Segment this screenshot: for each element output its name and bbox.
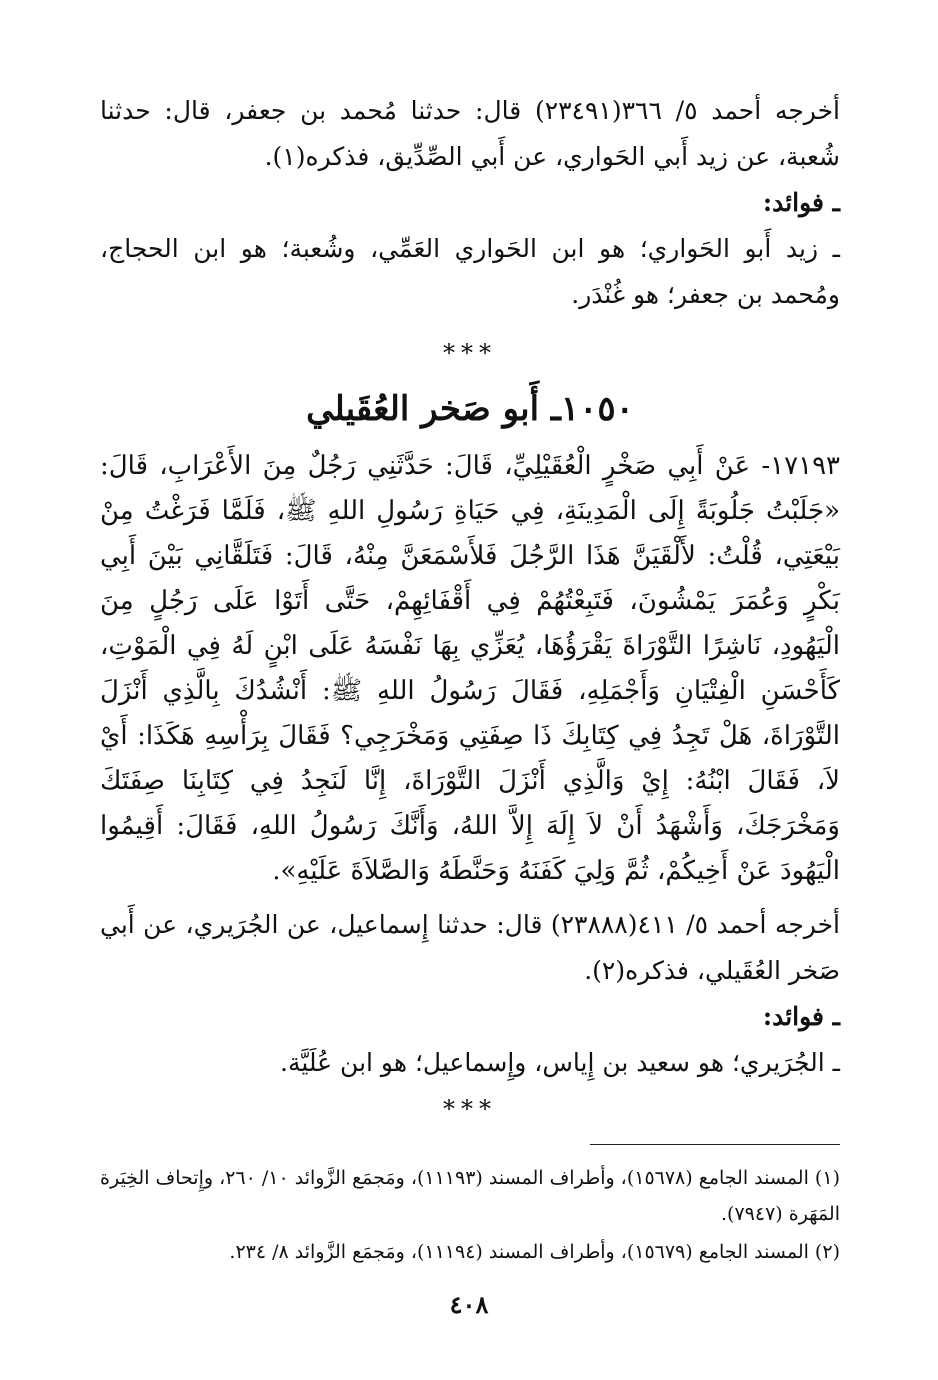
page-number: ٤٠٨ <box>449 1290 489 1319</box>
footnote-divider <box>590 1144 840 1145</box>
hadith-text: ١٧١٩٣- عَنْ أَبِي صَخْرٍ الْعُقَيْلِيِّ، قَالَ: حَدَّثَنِي رَجُلٌ مِنَ الأَعْرَابِ، قَالَ: «جَلَبْتُ جَلُوبَةً إِلَى الْمَدِينَةِ، فِي حَيَاةِ رَسُولِ اللهِ ﷺ، فَلَمَّا فَرَغْتُ مِنْ بَيْعَتِي، قُلْتُ: لأَلْقَيَنَّ هَذَا الرَّجُلَ فَلأَسْمَعَنَّ مِنْهُ، قَالَ: فَتَلَقَّانِي بَيْنَ أَبِي بَكْرٍ وَعُمَرَ يَمْشُونَ، فَتَبِعْتُهُمْ فِي أَقْفَائِهِمْ، حَتَّى أَتَوْا عَلَى رَجُلٍ مِنَ الْيَهُودِ، نَاشِرًا التَّوْرَاةَ يَقْرَؤُهَا، يُعَزِّي بِهَا نَفْسَهُ عَلَى ابْنٍ لَهُ فِي الْمَوْتِ، كَأَحْسَنِ الْفِتْيَانِ وَأَجْمَلِهِ، فَقَالَ رَسُولُ اللهِ ﷺ: أَنْشُدُكَ بِالَّذِي أَنْزَلَ التَّوْرَاةَ، هَلْ تَجِدُ فِي كِتَابِكَ ذَا صِفَتِي وَمَخْرَجِي؟ فَقَالَ بِرَأْسِهِ هَكَذَا: أَيْ لاَ، فَقَالَ ابْنُهُ: إِيْ وَالَّذِي أَنْزَلَ التَّوْرَاةَ، إِنَّا لَنَجِدُ فِي كِتَابِنَا صِفَتَكَ وَمَخْرَجَكَ، وَأَشْهَدُ أَنْ لاَ إِلَهَ إِلاَّ اللهُ، وَأَنَّكَ رَسُولُ اللهِ، فَقَالَ: أَقِيمُوا الْيَهُودَ عَنْ أَخِيكُمْ، ثُمَّ وَلِيَ كَفَنَهُ وَحَنَّطَهُ وَالصَّلاَةَ عَلَيْهِ». <box>100 451 841 886</box>
page-body <box>100 88 840 1138</box>
section-separator-1: *** <box>443 339 497 367</box>
footnote-item: (١) المسند الجامع (١٥٦٧٨)، وأطراف المسند (١١١٩٣)، ومَجمَع الزَّوائد ١٠/ ٢٦٠، وإِتحاف الخِيَرة المَهَرة (٧٩٤٧). <box>100 1167 840 1225</box>
footnotes <box>100 1160 840 1272</box>
fawaid-label-2: ـ فوائد: <box>762 1002 840 1031</box>
section-separator-2: *** <box>443 1095 497 1123</box>
fawaid-text-2: ـ الجُرَيري؛ هو سعيد بن إِياس، وإِسماعيل؛ هو ابن عُلَيَّة. <box>280 1048 840 1077</box>
fawaid-label-1: ـ فوائد: <box>762 188 840 217</box>
takhrij-text-1: أخرجه أحمد ٥/ ٣٦٦(٢٣٤٩١) قال: حدثنا مُحمد بن جعفر، قال: حدثنا شُعبة، عن زيد أَبي الحَواري، عن أَبي الصِّدِّيق، فذكره(١). <box>100 96 840 171</box>
takhrij-text-2: أخرجه أحمد ٥/ ٤١١(٢٣٨٨٨) قال: حدثنا إِسماعيل، عن الجُرَيري، عن أَبي صَخر العُقَيلي، فذكره(٢). <box>100 910 840 985</box>
footnote-item: (٢) المسند الجامع (١٥٦٧٩)، وأطراف المسند (١١١٩٤)، ومَجمَع الزَّوائد ٨/ ٢٣٤. <box>229 1241 840 1263</box>
fawaid-text-1: ـ زيد أَبو الحَواري؛ هو ابن الحَواري العَمِّي، وشُعبة؛ هو ابن الحجاج، ومُحمد بن جعفر؛ هو غُنْدَر. <box>100 234 840 309</box>
section-heading: ١٠٥٠ـ أَبو صَخر العُقَيلي <box>306 389 634 429</box>
